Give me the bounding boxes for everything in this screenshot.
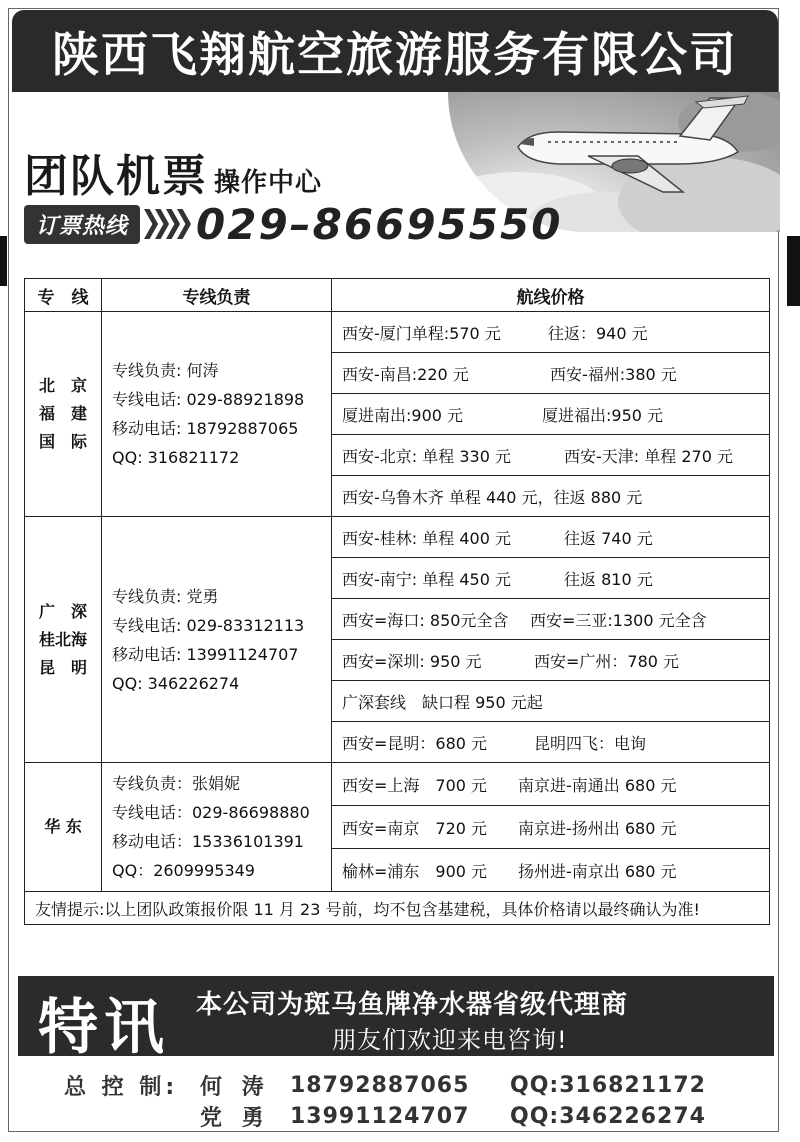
headline-small: 操作中心 [214, 168, 323, 198]
line-cell-beijing [25, 312, 102, 517]
price-note: 友情提示:以上团队政策报价限 11 月 23 号前，均不包含基建税，具体价格请以最终确认为准! [25, 892, 770, 925]
promo-subline: 朋友们欢迎来电咨询! [332, 1026, 568, 1054]
hotline-label: 订票热线 [24, 205, 140, 244]
contact-line: 专线电话: 029-88921898 [112, 390, 305, 409]
promo-headline: 本公司为斑马鱼牌净水器省级代理商 [196, 990, 629, 1020]
price-item: 西安=海口: 850元全含 [342, 610, 509, 630]
contact-cell-dangyong [102, 517, 332, 763]
table-row [25, 517, 770, 558]
contact-line: 专线电话：029-86698880 [112, 803, 310, 822]
contact-line: QQ：2609995349 [112, 861, 255, 880]
price-cell [332, 312, 770, 353]
line-label: 北 京 [38, 376, 87, 395]
footer-name: 党 勇 [200, 1106, 270, 1131]
line-label: 广 深 [38, 601, 87, 621]
footer-qq: QQ:346226274 [510, 1104, 706, 1129]
contact-line: 移动电话: 13991124707 [112, 644, 299, 664]
price-item: 广深套线 缺口程 950 元起 [342, 692, 543, 712]
header-price: 航线价格 [332, 279, 770, 312]
footer-phone: 13991124707 [290, 1104, 470, 1129]
contact-line: 移动电话: 18792887065 [112, 419, 299, 438]
footer-phone: 18792887065 [290, 1073, 470, 1098]
price-item: 西安-北京: 单程 330 元 [342, 446, 511, 466]
price-cell [332, 353, 770, 394]
price-item: 往返 740 元 [564, 528, 653, 548]
route-price-table [24, 278, 770, 925]
price-cell [332, 640, 770, 681]
table-note-row [25, 892, 770, 925]
price-item: 西安-天津: 单程 270 元 [564, 446, 733, 466]
chevron-arrows-icon [144, 209, 188, 239]
price-item: 西安=上海 700 元 [342, 775, 488, 795]
footer-qq: QQ:316821172 [510, 1073, 706, 1098]
header-line: 专 线 [25, 279, 102, 312]
price-cell [332, 599, 770, 640]
price-item: 西安=南京 720 元 [342, 818, 488, 838]
contact-line: 专线电话: 029-83312113 [112, 615, 305, 635]
price-cell [332, 558, 770, 599]
price-cell [332, 722, 770, 763]
price-item: 昆明四飞：电询 [534, 733, 647, 753]
price-item: 西安-厦门单程:570 元 [342, 323, 501, 343]
contact-line: 移动电话：15336101391 [112, 832, 304, 851]
line-label: 桂北海 [38, 629, 87, 649]
price-item: 西安-南宁: 单程 450 元 [342, 569, 511, 589]
price-item: 西安-乌鲁木齐 单程 440 元，往返 880 元 [342, 487, 643, 507]
price-item: 厦进福出:950 元 [542, 405, 664, 425]
price-cell [332, 681, 770, 722]
price-cell [332, 517, 770, 558]
line-label: 华 东 [44, 817, 82, 836]
price-item: 西安=深圳: 950 元 [342, 651, 482, 671]
footer-name: 何 涛 [200, 1075, 270, 1100]
contact-line: 专线负责: 党勇 [112, 586, 219, 606]
price-item: 往返 810 元 [564, 569, 653, 589]
price-item: 榆林=浦东 900 元 [342, 861, 488, 881]
line-label: 昆 明 [38, 657, 87, 677]
price-item: 往返：940 元 [548, 323, 648, 343]
left-crop-mark [0, 236, 7, 286]
company-title-bar [12, 10, 778, 92]
company-name: 陕西飞翔航空旅游服务有限公司 [52, 27, 738, 83]
hotline-number: 029–86695550 [196, 199, 563, 249]
price-item: 南京进-扬州出 680 元 [518, 818, 677, 838]
promo-banner [18, 976, 774, 1063]
price-cell [332, 763, 770, 806]
line-label: 福 建 [38, 404, 87, 423]
price-item: 南京进-南通出 680 元 [518, 775, 677, 795]
price-item: 西安-福州:380 元 [550, 364, 677, 384]
footer-contacts [64, 1070, 706, 1132]
contact-line: QQ: 316821172 [112, 448, 240, 467]
ticket-center-headline [24, 140, 322, 204]
price-item: 西安=昆明：680 元 [342, 733, 488, 753]
contact-cell-heta [102, 312, 332, 517]
table-header-row [25, 279, 770, 312]
price-cell [332, 806, 770, 849]
price-item: 西安-南昌:220 元 [342, 364, 469, 384]
line-cell-huadong [25, 763, 102, 892]
contact-line: 专线负责：张娟妮 [112, 774, 241, 793]
table-row [25, 312, 770, 353]
contact-line: 专线负责: 何涛 [112, 361, 219, 380]
line-label: 国 际 [38, 432, 87, 451]
contact-line: QQ: 346226274 [112, 673, 240, 693]
price-item: 西安=三亚:1300 元全含 [530, 610, 707, 630]
headline-big: 团队机票 [24, 151, 208, 202]
footer-row [64, 1070, 706, 1101]
hotline-row [24, 200, 562, 248]
price-item: 西安=广州：780 元 [534, 651, 680, 671]
price-item: 扬州进-南京出 680 元 [518, 861, 677, 881]
price-cell [332, 435, 770, 476]
price-item: 西安-桂林: 单程 400 元 [342, 528, 511, 548]
price-item: 厦进南出:900 元 [342, 405, 464, 425]
footer-label: 总 控 制: [64, 1075, 179, 1100]
header-contact: 专线负责 [102, 279, 332, 312]
contact-cell-zhangjuanni [102, 763, 332, 892]
right-crop-mark [787, 236, 800, 306]
price-cell [332, 394, 770, 435]
promo-label: 特讯 [38, 993, 170, 1063]
line-cell-guangshen [25, 517, 102, 763]
price-cell [332, 476, 770, 517]
price-cell [332, 849, 770, 892]
table-row [25, 763, 770, 806]
footer-row [64, 1101, 706, 1132]
